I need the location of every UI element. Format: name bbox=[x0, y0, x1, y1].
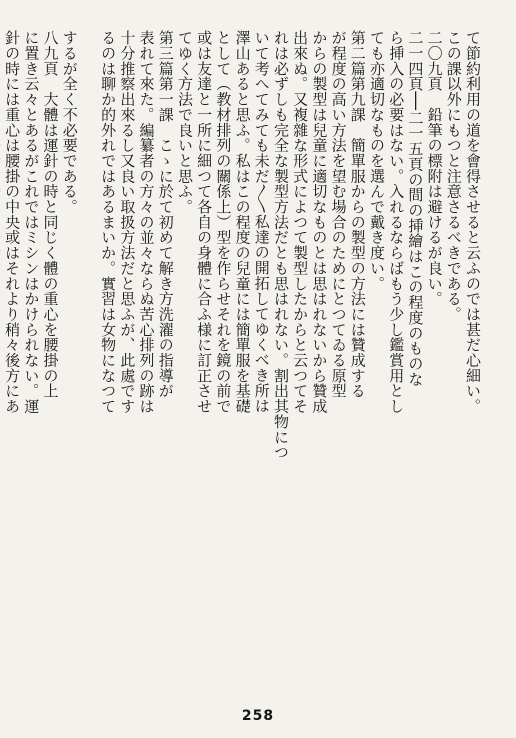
text-line: いて考へてみても未だ〳〵私達の開拓してゆくべき所は bbox=[252, 30, 271, 414]
text-line: 出來ぬ。又複雜な形式によつて製型したからと云つてそ bbox=[291, 30, 310, 414]
text-line: するが全く不必要である。 bbox=[60, 30, 79, 215]
text-line: 表れて來た。編纂者の方々の並々ならぬ苦心排列の跡は bbox=[137, 30, 156, 414]
body-text bbox=[3, 30, 482, 682]
text-line: 或は友達と一所に細つて各自の身體に合ふ様に訂正させ bbox=[195, 30, 214, 414]
text-line: 第二篇第九課 簡單服からの製型の方法には贊成する bbox=[348, 30, 367, 399]
page-number: 258 bbox=[241, 708, 275, 724]
text-line: てゆく方法で良いと思ふ。 bbox=[175, 30, 194, 215]
text-line: 八九頁 大體は運針の時と同じく體の重心を腰掛の上 bbox=[41, 30, 60, 399]
text-line: て節約利用の道を會得させると云ふのでは甚だ心細い。 bbox=[464, 30, 482, 414]
text-line: に置き云々とあるがこれではミシンはかけられない。運 bbox=[22, 30, 41, 414]
text-line: ても亦適切なものを選んで戴き度い。 bbox=[367, 30, 386, 291]
text-line: からの製型は兒童に適切なものとは思はれないから贊成 bbox=[310, 30, 329, 414]
text-line: ら挿入の必要はない。入れるならばもう少し鑑賞用とし bbox=[387, 30, 406, 414]
text-line: 澤山あると思ふ。私はこの程度の兒童には簡單服を基礎 bbox=[233, 30, 252, 414]
text-line: この課以外にもつと注意さるべきである。 bbox=[444, 30, 463, 322]
text-line: 十分推察出來るし又良い取扱方法だと思ふが、此處です bbox=[118, 30, 137, 414]
text-line: が程度の高い方法を望む場合のためにとつてゐる原型 bbox=[329, 30, 348, 399]
text-line: 第三篇第一課 こゝに於て初めて解き方洗濯の指導が bbox=[156, 30, 175, 399]
text-line: るのは聊か的外れではあるまいか。實習は女物になつて bbox=[99, 30, 118, 414]
text-line bbox=[0, 30, 2, 682]
text-line: 針の時には重心は腰掛の中央或はそれより稍々後方にあ bbox=[3, 30, 22, 414]
text-line: として（教材排列の關係上）型を作らせそれを鏡の前で bbox=[214, 30, 233, 414]
text-line: 二〇九頁 鉛筆の標附は避けるが良い。 bbox=[425, 30, 444, 307]
text-line: 二一四頁──二一五頁の間の挿繪はこの程度のものな bbox=[406, 30, 425, 387]
text-line: れは必ずしも完全な製型方法だとも思はれない。割出其物につ bbox=[271, 30, 290, 460]
text-line bbox=[79, 30, 98, 682]
